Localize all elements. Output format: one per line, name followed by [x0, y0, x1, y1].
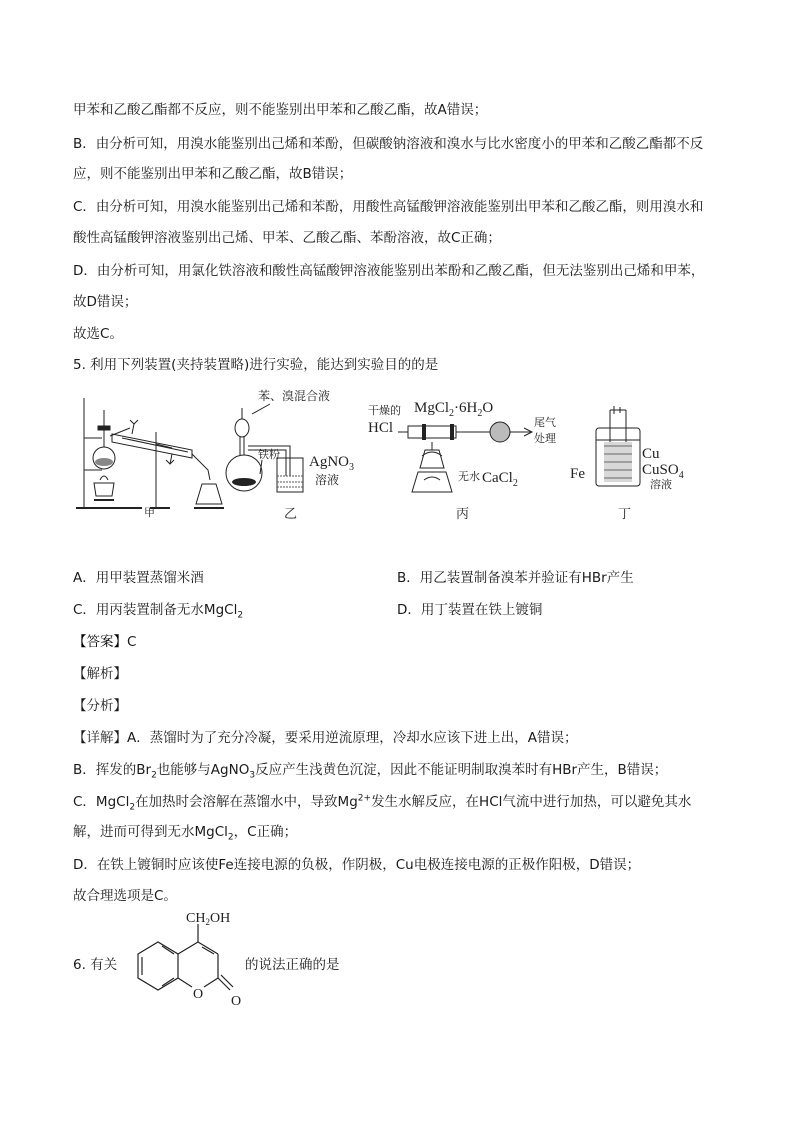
- label-mgcl2-6h2o: $MgCl_2\cdot 6H_2O$: [414, 400, 494, 419]
- detail-line-2: B．挥发的$Br_2$也能够与AgNO$_3$反应产生浅黄色沉淀，因此不能证明制取溴苯时有HBr产生，B错误；: [73, 762, 668, 781]
- label-ding-rongye: 溶液: [650, 479, 672, 491]
- jiexi-heading: 【解析】: [73, 666, 127, 682]
- coumarin-structure: [110, 908, 250, 1018]
- option-d[interactable]: D．用丁装置在铁上镀铜: [397, 602, 543, 618]
- label-wushui: 无水: [458, 471, 480, 483]
- text-line-5: 酸性高锰酸钾溶液鉴别出己烯、甲苯、乙酸乙酯、苯酚溶液，故C正确；: [73, 230, 501, 246]
- label-cacl2: CaCl$_2$: [482, 470, 518, 489]
- detail-line-1: 【详解】A．蒸馏时为了充分冷凝，要采用逆流原理，冷却水应该下进上出，A错误；: [73, 730, 578, 746]
- label-benxiu: 苯、溴混合液: [258, 389, 331, 403]
- answer-line: 【答案】C: [73, 634, 137, 650]
- detail-line-6: 故合理选项是C。: [73, 888, 177, 904]
- label-weiqi: 尾气: [534, 417, 556, 429]
- label-fe: Fe: [570, 466, 585, 482]
- label-tiefen: 铁粉: [258, 449, 280, 461]
- label-bing: 丙: [456, 506, 470, 521]
- detail-line-4: 解，进而可得到无水MgCl$_2$，C正确；: [73, 824, 298, 843]
- label-jia: 甲: [144, 507, 155, 519]
- text-line-8: 故选C。: [73, 326, 123, 342]
- label-ganzao: 干燥的: [368, 405, 401, 417]
- label-cu: Cu: [642, 446, 660, 462]
- apparatus-yi: [226, 404, 303, 492]
- label-ding: 丁: [618, 506, 632, 521]
- label-agno3: AgNO$_3$: [309, 454, 354, 473]
- label-carbonyl-o: O: [231, 994, 242, 1009]
- text-line-1: 甲苯和乙酸乙酯都不反应，则不能鉴别出甲苯和乙酸乙酯，故A错误；: [73, 102, 488, 118]
- label-cuso4: CuSO$_4$: [642, 462, 684, 481]
- fenxi-heading: 【分析】: [73, 698, 127, 714]
- label-ring-o: O: [193, 987, 204, 1002]
- label-yi: 乙: [284, 506, 298, 521]
- text-line-6: D．由分析可知，用氯化铁溶液和酸性高锰酸钾溶液能鉴别出苯酚和乙酸乙酯，但无法鉴别出己烯和甲苯，: [73, 263, 705, 279]
- question-6-suffix: 的说法正确的是: [245, 957, 340, 973]
- text-line-2: B．由分析可知，用溴水能鉴别出己烯和苯酚，但碳酸钠溶液和溴水与比水密度小的甲苯和乙酸乙酯都不反: [73, 136, 704, 152]
- apparatus-svg: [72, 388, 712, 528]
- label-ch2oh: $CH_2OH$: [186, 911, 231, 927]
- apparatus-ding: [596, 406, 640, 486]
- option-b[interactable]: B．用乙装置制备溴苯并验证有HBr产生: [397, 570, 634, 586]
- label-chuli: 处理: [534, 433, 556, 445]
- label-hcl: HCl: [368, 420, 394, 436]
- detail-line-3: C．MgCl$_2$在加热时会溶解在蒸馏水中，导致$Mg^{2+}$发生水解反应，在HCl气流中进行加热，可以避免其水: [73, 793, 692, 813]
- text-line-4: C．由分析可知，用溴水能鉴别出己烯和苯酚，用酸性高锰酸钾溶液能鉴别出甲苯和乙酸乙酯，则用溴水和: [73, 199, 704, 215]
- detail-line-5: D．在铁上镀铜时应该使Fe连接电源的负极，作阴极，Cu电极连接电源的正极作阳极，D错误；: [73, 857, 641, 873]
- text-line-7: 故D错误；: [73, 294, 138, 310]
- apparatus-jia: [76, 398, 224, 508]
- option-c[interactable]: C．用丙装置制备无水MgCl$_2$: [73, 602, 244, 621]
- option-a[interactable]: A．用甲装置蒸馏米酒: [73, 570, 204, 586]
- question-5-stem: 5. 利用下列装置(夹持装置略)进行实验，能达到实验目的的是: [73, 357, 439, 373]
- question-6-prefix: 6. 有关: [73, 957, 118, 973]
- label-yi-rongye: 溶液: [315, 473, 340, 487]
- apparatus-figure: [72, 388, 712, 528]
- text-line-3: 应，则不能鉴别出甲苯和乙酸乙酯，故B错误；: [73, 166, 353, 182]
- structure-svg: [110, 908, 250, 1018]
